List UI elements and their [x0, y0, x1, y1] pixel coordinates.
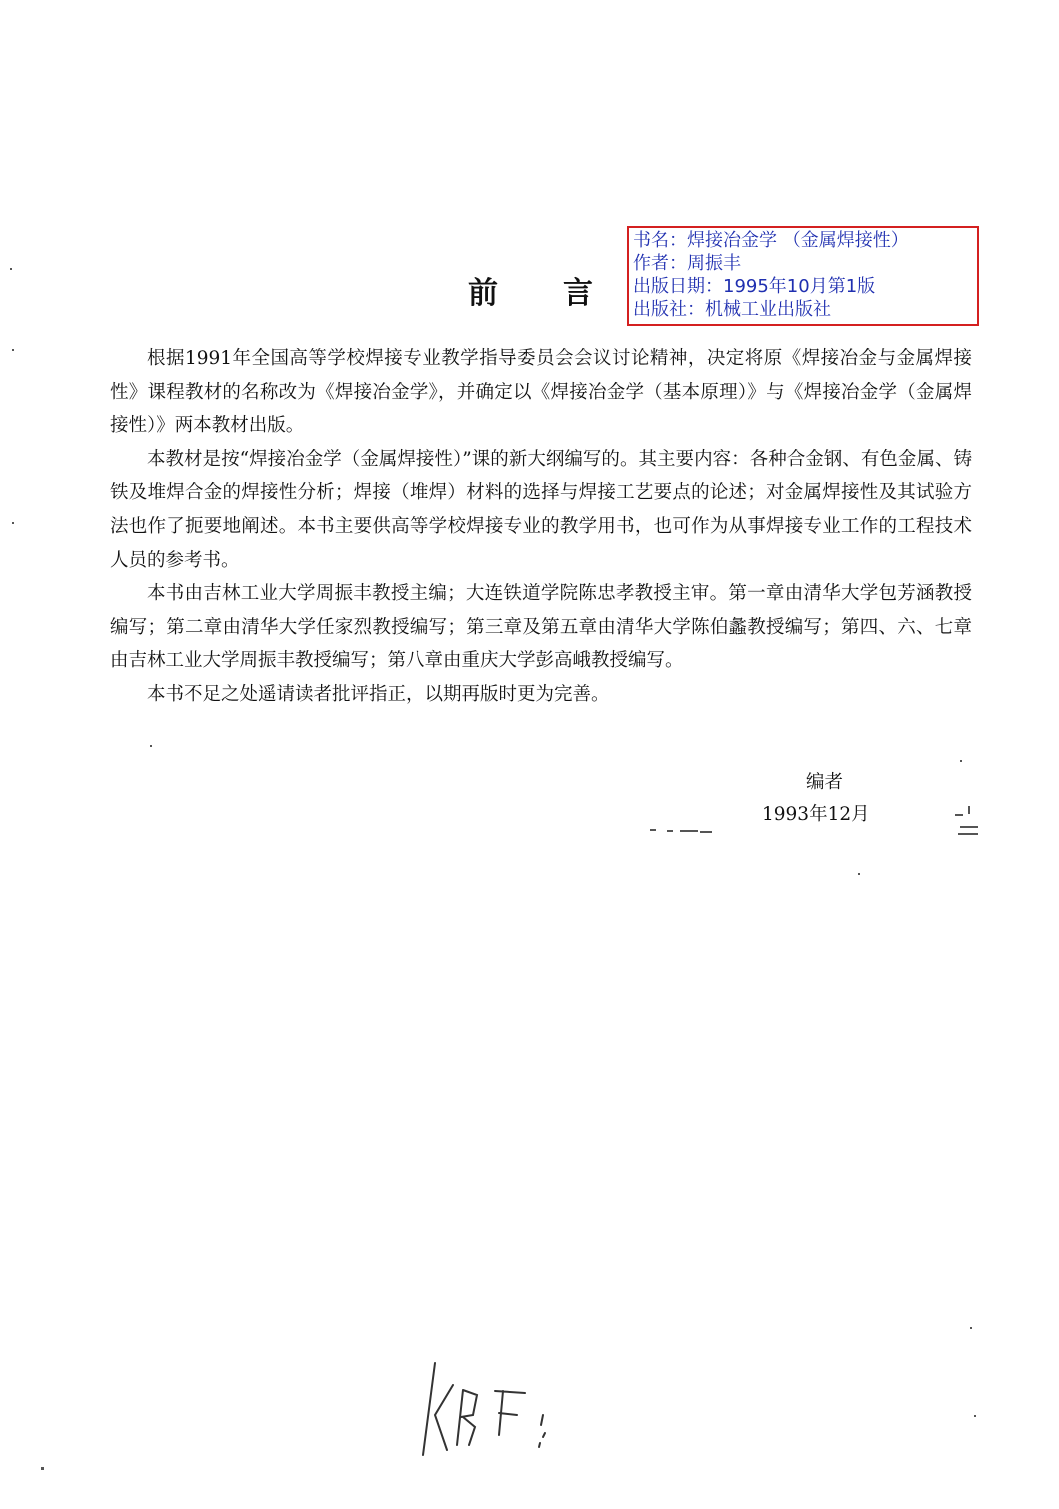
info-author: 作者：周振丰 [633, 253, 741, 274]
info-publish-date: 出版日期：1995年10月第1版 [633, 276, 876, 297]
signature-date: 1993年12月 [762, 804, 870, 825]
handwritten-mark-text: KA [395, 1355, 397, 1356]
handwritten-mark [395, 1355, 565, 1470]
info-publisher: 出版社：机械工业出版社 [633, 299, 831, 320]
paragraph-1: 根据1991年全国高等学校焊接专业教学指导委员会会议讨论精神，决定将原《焊接冶金与金属焊接性》课程教材的名称改为《焊接冶金学》，并确定以《焊接冶金学（基本原理）》与《焊接冶金学（金属焊接性）》两本教材出版。 [110, 348, 972, 437]
paragraph-2: 本教材是按“焊接冶金学（金属焊接性）”课的新大纲编写的。其主要内容：各种合金钢、有色金属、铸铁及堆焊合金的焊接性分析；焊接（堆焊）材料的选择与焊接工艺要点的论述；对金属焊接性及其试验方法也作了扼要地阐述。本书主要供高等学校焊接专业的教学用书，也可作为从事焊接专业工作的工程技术人员的参考书。 [110, 448, 972, 571]
paragraph-4: 本书不足之处遥请读者批评指正，以期再版时更为完善。 [147, 683, 610, 705]
paragraph-3: 本书由吉林工业大学周振丰教授主编；大连铁道学院陈忠孝教授主审。第一章由清华大学包芳涵教授编写；第二章由清华大学任家烈教授编写；第三章及第五章由清华大学陈伯蠡教授编写；第四、六、七章由吉林工业大学周振丰教授编写；第八章由重庆大学彭高峨教授编写。 [110, 583, 972, 672]
signature-author: 编者 [806, 772, 844, 793]
info-book-title: 书名：焊接冶金学 （金属焊接性） [633, 230, 909, 251]
title-char-1: 前 [468, 276, 498, 311]
title-char-2: 言 [563, 276, 593, 311]
